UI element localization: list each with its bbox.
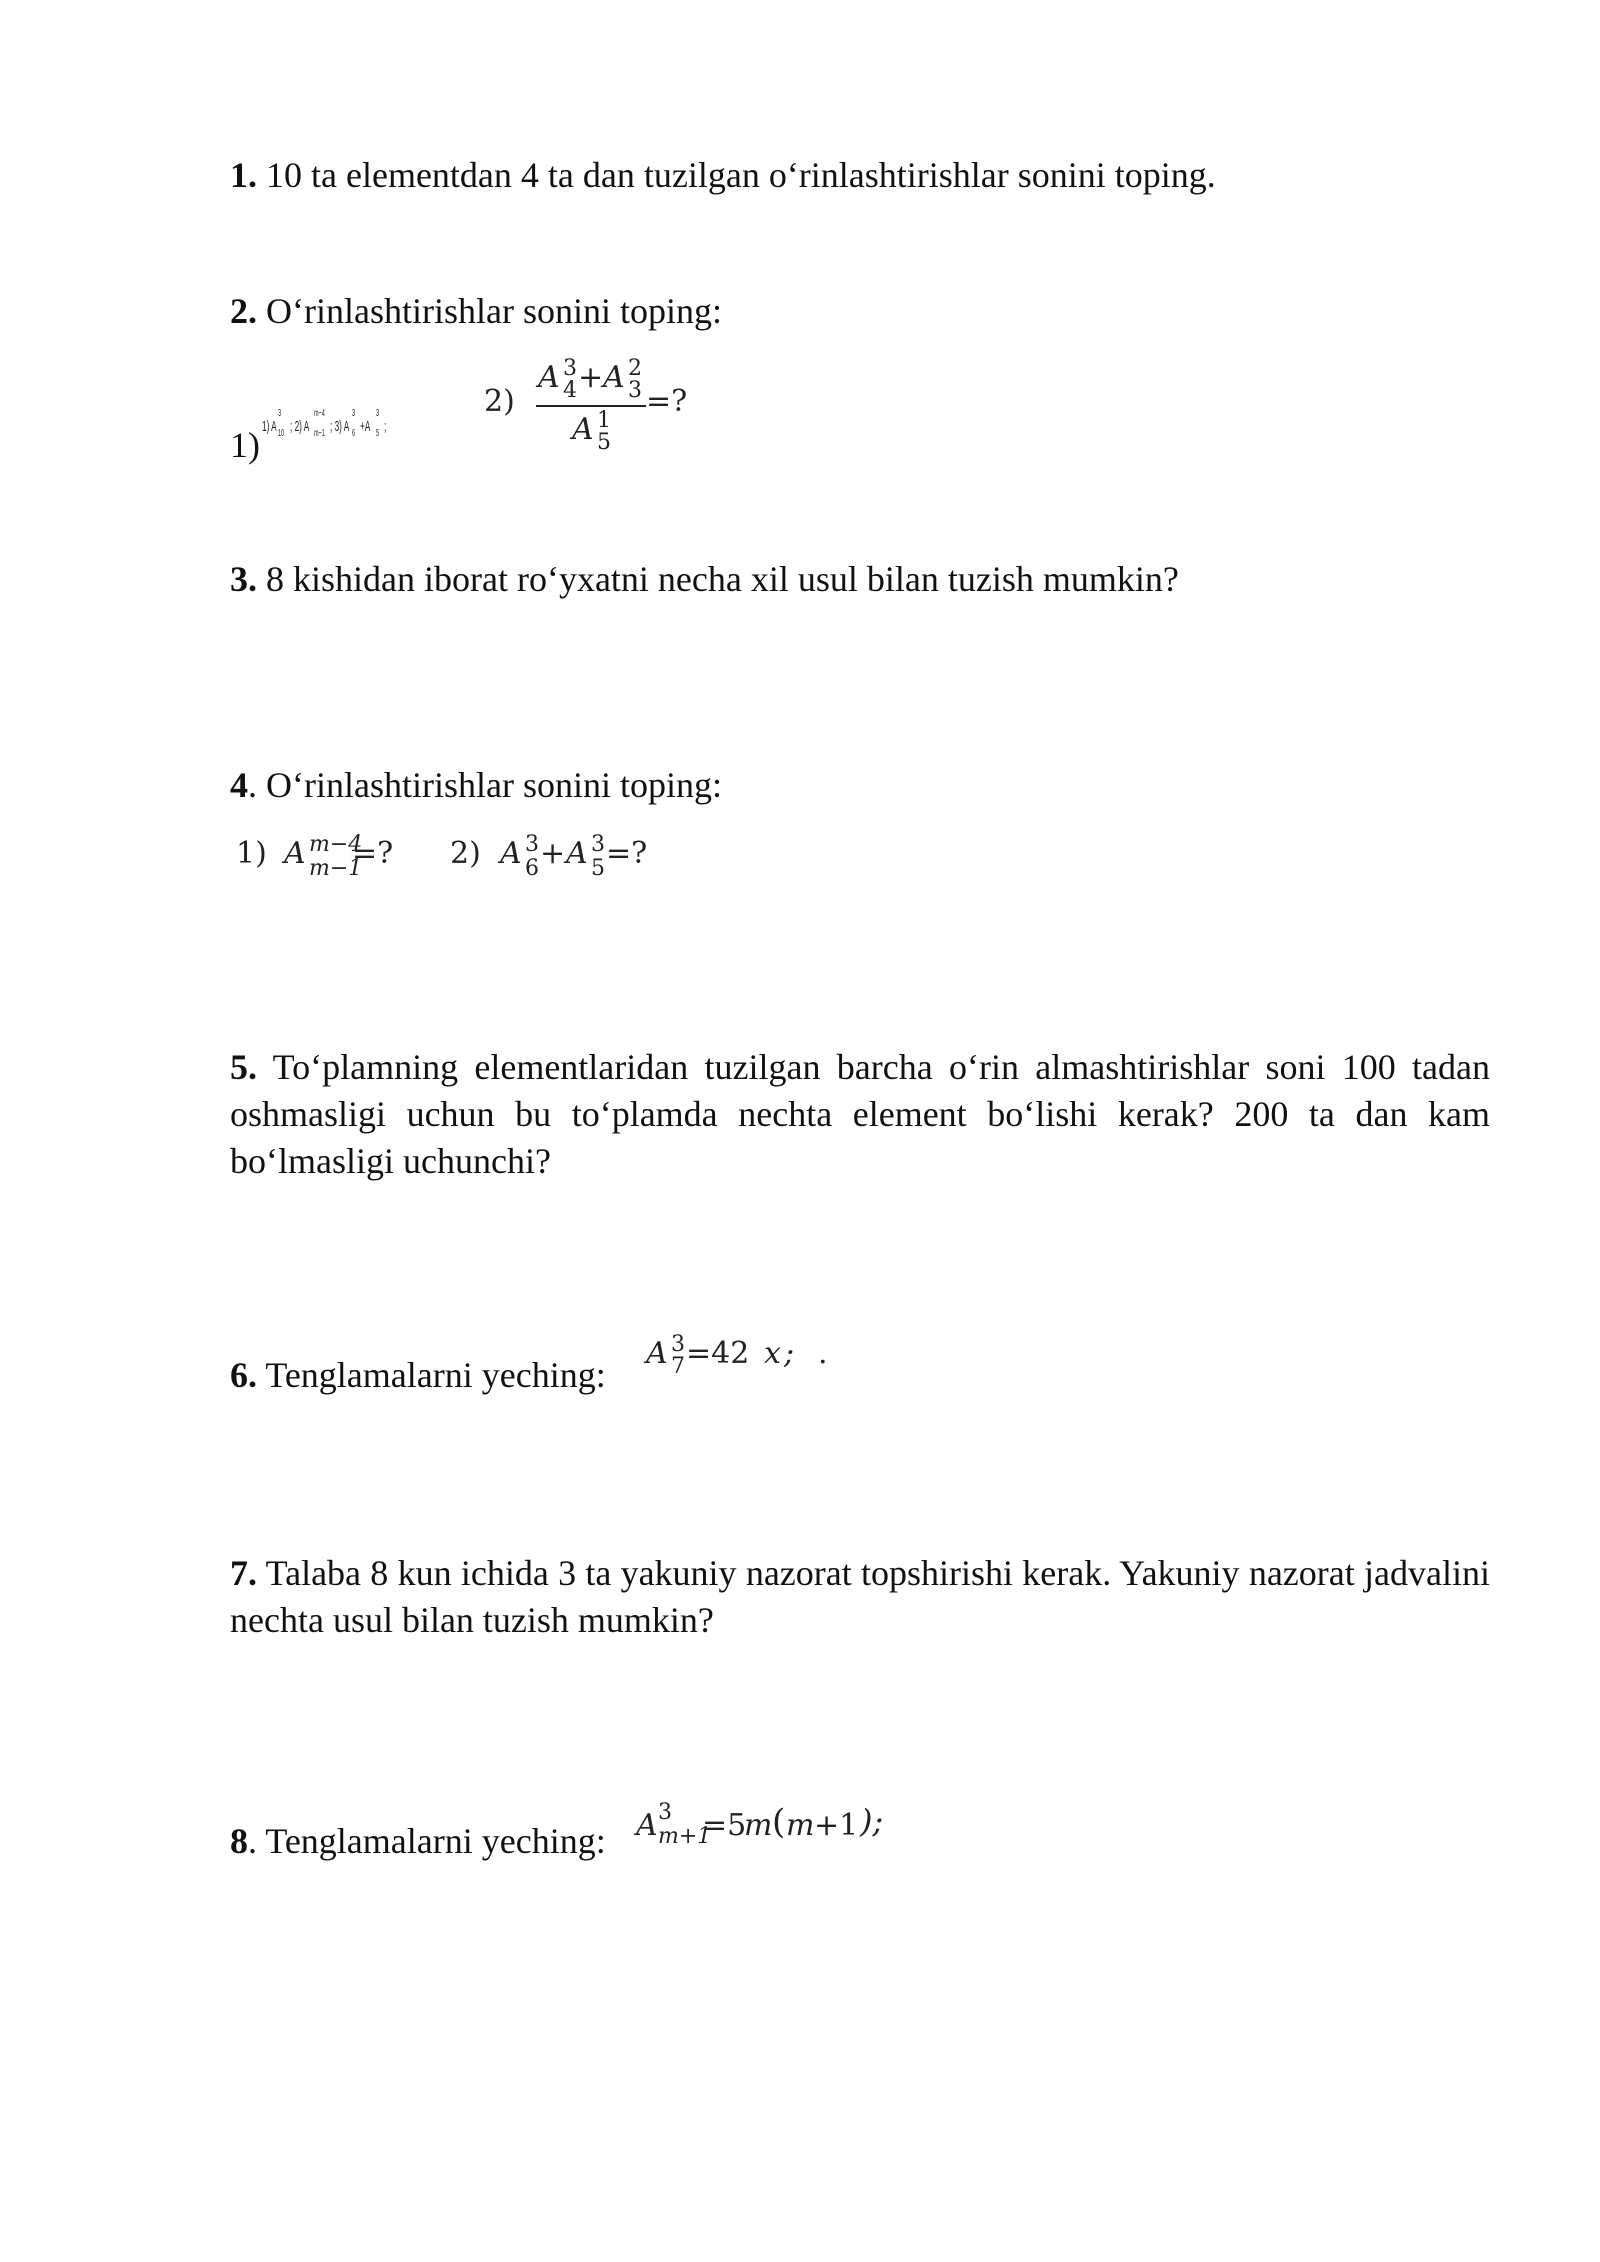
question-1 [230, 152, 1490, 199]
part-label: 1) [230, 425, 260, 465]
fraction-denominator-A: A [572, 412, 594, 447]
question-text: To‘plamning elementlaridan tuzilgan barcha o‘rin almashtirishlar soni 100 tadan oshmasligi uchun bu to‘plamda nechta element bo‘lishi kerak? 200 ta dan kam bo‘lmasligi uchunchi? [230, 1047, 1490, 1181]
fraction-bar [536, 405, 646, 407]
equation-sub: 7 [671, 1354, 685, 1379]
formula-sub: 5 [591, 856, 605, 881]
question-text: Tenglamalarni yeching: [257, 1355, 606, 1395]
tiny-formula-a: 1) A [262, 418, 277, 435]
question-text: Tenglamalarni yeching: [257, 1821, 606, 1861]
formula-equals: =? [606, 836, 648, 871]
equation-A: A [636, 1808, 658, 1843]
equation-sup: 3 [658, 1800, 672, 1825]
equation-close: ); [860, 1802, 884, 1840]
formula-equals: =? [352, 836, 394, 871]
question-6 [230, 1352, 606, 1399]
fraction-numerator-A2: A [603, 360, 625, 395]
question-number: 3. [230, 559, 257, 599]
equation-var-m: m [744, 1808, 773, 1843]
question-5 [230, 1044, 1490, 1185]
equation-semicolon: ; [784, 1336, 795, 1371]
question-number: 4 [230, 765, 248, 805]
formula-sup: m−4 [309, 832, 363, 857]
formula-sub: 6 [525, 856, 539, 881]
tiny-formula-d: +A [360, 418, 371, 435]
tiny-sup-4: 3 [376, 408, 380, 419]
part-label: 1) [236, 836, 267, 871]
fraction-numerator-A1: A [538, 360, 560, 395]
equation-trailing-dot: . [818, 1336, 828, 1371]
part-label: 2) [450, 836, 481, 871]
fraction-sub-2: 3 [628, 378, 642, 403]
question-text: O‘rinlashtirishlar sonini toping: [257, 765, 722, 805]
tiny-sub-2: m−1 [314, 428, 325, 439]
question-7 [230, 1550, 1490, 1644]
formula-A: A [500, 836, 522, 871]
tiny-sub-4: 5 [376, 428, 380, 439]
question-text: Talaba 8 kun ichida 3 ta yakuniy nazorat topshirishi kerak. Yakuniy nazorat jadvalini nechta usul bilan tuzish mumkin? [230, 1553, 1490, 1640]
fraction-sub-1: 4 [563, 378, 577, 403]
question-number-dot: . [248, 1821, 257, 1861]
question-number-dot: . [248, 765, 257, 805]
tiny-sup-3: 3 [352, 408, 356, 419]
fraction-sup-2: 2 [628, 356, 642, 381]
tiny-sub-1: 10 [278, 428, 285, 439]
tiny-formula-b: ; 2) A [290, 418, 310, 435]
equation-sub: m+1 [658, 1824, 712, 1849]
question-number: 8 [230, 1821, 248, 1861]
fraction-sup-1: 3 [563, 356, 577, 381]
equation-var-m2: m [786, 1808, 815, 1843]
formula-A: A [284, 836, 306, 871]
equation-plus-one: +1 [814, 1808, 859, 1843]
equation-open-paren: ( [772, 1802, 786, 1842]
equation-A: A [646, 1336, 668, 1371]
question-2 [230, 288, 1490, 335]
part-label: 2) [484, 384, 515, 419]
formula-sup: 3 [525, 832, 539, 857]
question-number: 7. [230, 1553, 257, 1593]
question-text: 10 ta elementdan 4 ta dan tuzilgan o‘rinlashtirishlar sonini toping. [257, 155, 1216, 195]
tiny-formula-c: ; 3) A [330, 418, 350, 435]
fraction-sup-3: 1 [597, 408, 611, 433]
formula-sub: m−1 [309, 856, 363, 881]
question-number: 6. [230, 1355, 257, 1395]
question-number: 2. [230, 291, 257, 331]
tiny-formula-e: ; [384, 418, 387, 435]
fraction-sub-3: 5 [597, 430, 611, 455]
equation-rhs: =42 [686, 1336, 750, 1371]
fraction-plus: + [578, 360, 604, 395]
question-3 [230, 556, 1490, 603]
tiny-sup-1: 3 [278, 408, 282, 419]
fraction-equals: =? [646, 384, 688, 419]
tiny-sup-2: m−4 [314, 408, 325, 419]
tiny-sub-3: 6 [352, 428, 356, 439]
question-number: 5. [230, 1047, 257, 1087]
question-text: O‘rinlashtirishlar sonini toping: [257, 291, 722, 331]
equation-rhs: =5 [702, 1808, 747, 1843]
question-text: 8 kishidan iborat ro‘yxatni necha xil usul bilan tuzish mumkin? [257, 559, 1179, 599]
equation-var: x [764, 1336, 781, 1371]
question-number: 1. [230, 155, 257, 195]
question-8 [230, 1818, 606, 1865]
formula-sup: 3 [591, 832, 605, 857]
formula-A: A [566, 836, 588, 871]
equation-sup: 3 [671, 1332, 685, 1357]
question-4 [230, 762, 1490, 809]
formula-plus: + [540, 836, 566, 871]
